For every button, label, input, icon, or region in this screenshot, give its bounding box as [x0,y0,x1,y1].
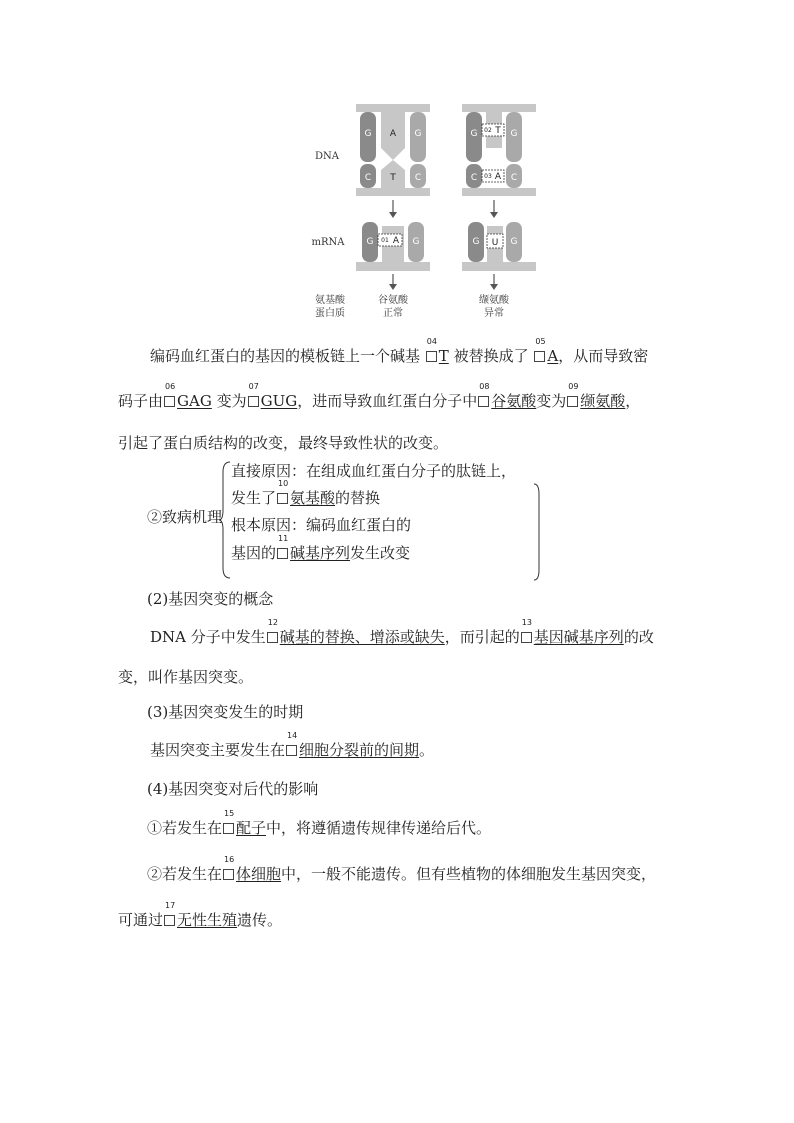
answer-box: 13 [521,632,532,643]
mechanism-row-1: 直接原因：在组成血红蛋白分子的肽链上， [231,462,517,480]
left-brace [219,460,231,580]
mechanism-row-3: 根本原因：编码血红蛋白的 [231,516,412,534]
dna-normal [356,104,430,196]
svg-text:G: G [472,237,480,247]
answer-box: 12 [267,632,278,643]
svg-text:G: G [412,237,420,247]
para-1-line-3: 引起了蛋白质结构的改变，最终导致性状的改变。 [118,434,449,452]
svg-text:G: G [510,237,518,247]
mrna-label: mRNA [311,237,345,248]
abnormal-label: 缬氨酸 异常 [479,295,509,319]
answer-box: 08 [478,396,489,407]
answer-box: 14 [286,745,297,756]
dna-label: DNA [315,151,339,162]
right-brace [533,482,543,582]
svg-text:C: C [470,173,478,183]
section-4-heading: (4)基因突变对后代的影响 [147,780,319,798]
section-4-line-3: 可通过 17 无性生殖遗传。 [118,901,283,929]
normal-label: 谷氨酸 正常 [378,295,408,319]
svg-text:03: 03 [484,173,492,180]
mechanism-label: ②致病机理 [147,508,223,526]
answer-box: 17 [164,915,175,926]
svg-text:C: C [414,173,422,183]
svg-text:A: A [392,236,400,246]
svg-text:A: A [494,172,502,182]
dna-mutant [462,104,536,196]
answer-box: 10 [277,493,288,504]
answer-box: 16 [223,869,234,880]
section-2-line-2: 变，叫作基因突变。 [118,668,254,686]
answer-box: 06 [164,396,175,407]
section-3-heading: (3)基因突变发生的时期 [147,703,304,721]
answer-box: 15 [223,823,234,834]
answer-box: 07 [248,396,259,407]
svg-text:T: T [390,173,396,183]
svg-text:A: A [389,129,397,139]
svg-text:G: G [366,237,374,247]
section-2-heading: (2)基因突变的概念 [147,590,274,608]
svg-text:02: 02 [484,127,492,134]
mechanism-row-2: 发生了 10 氨基酸的替换 [231,479,381,507]
section-4-line-2: ②若发生在 16 体细胞中，一般不能遗传。但有些植物的体细胞发生基因突变， [147,855,657,883]
answer-box: 09 [567,396,578,407]
svg-text:U: U [491,238,499,248]
mrna-mutant [462,222,536,271]
svg-text:T: T [495,126,501,136]
base-g: G [364,129,372,139]
section-2-line-1: DNA 分子中发生 12 碱基的替换、增添或缺失，而引起的 13 基因碱基序列的改 [150,618,654,646]
svg-text:G: G [470,129,478,139]
answer-box: 11 [277,548,288,559]
mrna-normal [356,222,430,271]
svg-text:C: C [510,173,518,183]
para-1-line-1: 编码血红蛋白的基因的模板链上一个碱基 04 T 被替换成了 05 A，从而导致密 [150,337,649,365]
mechanism-row-4: 基因的 11 碱基序列发生改变 [231,534,411,562]
svg-text:G: G [414,129,422,139]
answer-box: 04 [426,351,437,362]
section-3-line-1: 基因突变主要发生在 14 细胞分裂前的间期。 [150,731,435,759]
svg-text:C: C [364,173,372,183]
answer-box: 05 [534,351,545,362]
svg-text:01: 01 [381,237,389,244]
svg-text:G: G [510,129,518,139]
para-1-line-2: 码子由 06 GAG 变为 07 GUG，进而导致血红蛋白分子中 08 谷氨酸变为 09 缬氨酸， [118,382,641,410]
section-4-line-1: ①若发生在 15 配子中，将遵循遗传规律传递给后代。 [147,809,492,837]
mutation-diagram [0,0,794,330]
protein-label: 氨基酸 蛋白质 [315,295,345,319]
